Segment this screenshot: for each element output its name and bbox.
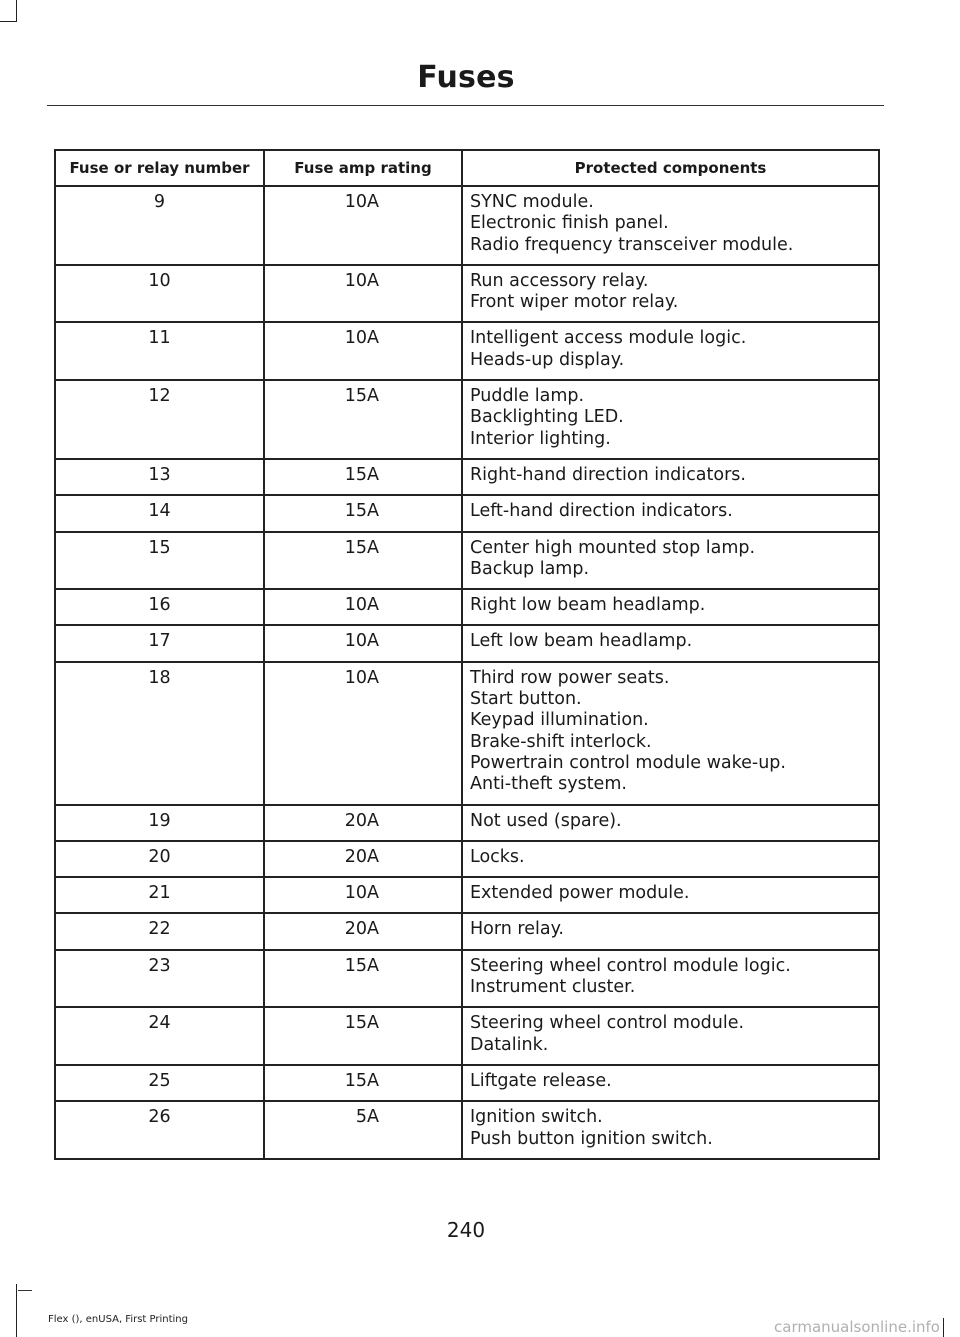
component-line: Left low beam headlamp. <box>470 631 693 652</box>
component-line: Run accessory relay. <box>470 270 649 291</box>
component-line: SYNC module. <box>470 192 594 212</box>
component-line: Electronic finish panel. <box>470 213 669 234</box>
component-line: Datalink. <box>470 1034 549 1055</box>
protected-components-cell <box>462 1007 879 1065</box>
table-row <box>55 1007 879 1065</box>
amp-rating-cell: 20A <box>264 805 462 841</box>
fuse-number-cell: 19 <box>55 805 264 841</box>
protected-components-cell <box>462 625 879 661</box>
protected-components-cell <box>462 841 879 877</box>
component-line: Start button. <box>470 689 582 710</box>
fuse-number-cell: 24 <box>55 1007 264 1065</box>
table-row <box>55 322 879 380</box>
component-line: Left-hand direction indicators. <box>470 501 733 522</box>
page-title: Fuses <box>417 60 515 95</box>
amp-rating-cell: 10A <box>264 589 462 625</box>
amp-rating-cell: 5A <box>264 1101 462 1159</box>
protected-components-cell <box>462 805 879 841</box>
crop-mark-top-left-h <box>0 21 17 22</box>
crop-mark-top-left-v <box>16 0 17 22</box>
table-row <box>55 913 879 949</box>
component-line: Locks. <box>470 846 525 867</box>
fuse-number-cell: 22 <box>55 913 264 949</box>
footer-text: Flex (), enUSA, First Printing <box>48 1314 188 1325</box>
table-body <box>55 186 879 1159</box>
fuse-number-cell: 23 <box>55 950 264 1008</box>
component-line: Radio frequency transceiver module. <box>470 234 794 255</box>
amp-rating-cell: 15A <box>264 1065 462 1101</box>
protected-components-cell <box>462 1101 879 1159</box>
title-divider <box>47 105 884 106</box>
fuse-number-cell: 16 <box>55 589 264 625</box>
amp-rating-cell: 10A <box>264 322 462 380</box>
protected-components-cell <box>462 532 879 590</box>
component-line: Heads-up display. <box>470 349 625 370</box>
fuse-number-cell: 13 <box>55 459 264 495</box>
crop-mark-bottom-left-v <box>16 1284 17 1337</box>
protected-components-cell <box>462 662 879 805</box>
fuse-number-cell: 21 <box>55 877 264 913</box>
protected-components-cell <box>462 877 879 913</box>
amp-rating-cell: 15A <box>264 380 462 459</box>
fuse-number-cell: 14 <box>55 495 264 531</box>
protected-components-cell <box>462 186 879 265</box>
amp-rating-cell: 10A <box>264 625 462 661</box>
fuse-number-cell: 25 <box>55 1065 264 1101</box>
component-line: Anti-theft system. <box>470 774 627 795</box>
fuse-table <box>54 149 880 1160</box>
amp-rating-cell: 15A <box>264 532 462 590</box>
amp-rating-cell: 10A <box>264 186 462 265</box>
table-row <box>55 625 879 661</box>
fuse-number-cell: 20 <box>55 841 264 877</box>
amp-rating-cell: 15A <box>264 950 462 1008</box>
fuse-number-cell: 17 <box>55 625 264 661</box>
component-line: Horn relay. <box>470 919 564 940</box>
component-line: Keypad illumination. <box>470 710 649 731</box>
table-row <box>55 662 879 805</box>
component-line: Right-hand direction indicators. <box>470 464 746 485</box>
table-row <box>55 532 879 590</box>
component-line: Steering wheel control module logic. <box>470 955 791 976</box>
protected-components-cell <box>462 950 879 1008</box>
watermark-text: carmanualsonline.info <box>774 1318 940 1336</box>
table-row <box>55 495 879 531</box>
component-line: Ignition switch. <box>470 1107 603 1128</box>
table-row <box>55 459 879 495</box>
component-line: Push button ignition switch. <box>470 1128 713 1149</box>
table-row <box>55 1101 879 1159</box>
component-line: Interior lighting. <box>470 428 611 449</box>
component-line: Center high mounted stop lamp. <box>470 537 756 558</box>
component-line: Brake-shift interlock. <box>470 731 652 752</box>
fuse-number-cell: 18 <box>55 662 264 805</box>
component-line: Right low beam headlamp. <box>470 595 706 616</box>
header-fuse-number: Fuse or relay number <box>55 150 264 186</box>
amp-rating-cell: 20A <box>264 841 462 877</box>
protected-components-cell <box>462 913 879 949</box>
component-line: Puddle lamp. <box>470 386 585 407</box>
fuse-number-cell: 26 <box>55 1101 264 1159</box>
footer-rule <box>18 1290 32 1291</box>
page-number: 240 <box>446 1218 486 1242</box>
protected-components-cell <box>462 265 879 323</box>
component-line: Steering wheel control module. <box>470 1013 745 1034</box>
amp-rating-cell: 10A <box>264 265 462 323</box>
component-line: Backup lamp. <box>470 558 590 579</box>
fuse-number-cell: 9 <box>55 186 264 265</box>
table-row <box>55 1065 879 1101</box>
protected-components-cell <box>462 589 879 625</box>
amp-rating-cell: 10A <box>264 877 462 913</box>
table-header-row <box>55 150 879 186</box>
amp-rating-cell: 15A <box>264 459 462 495</box>
table-row <box>55 841 879 877</box>
protected-components-cell <box>462 495 879 531</box>
component-line: Front wiper motor relay. <box>470 292 679 313</box>
protected-components-cell <box>462 459 879 495</box>
table-row <box>55 186 879 265</box>
amp-rating-cell: 20A <box>264 913 462 949</box>
table-row <box>55 805 879 841</box>
component-line: Intelligent access module logic. <box>470 328 747 349</box>
header-protected-components: Protected components <box>462 150 879 186</box>
amp-rating-cell: 10A <box>264 662 462 805</box>
component-line: Not used (spare). <box>470 810 622 831</box>
component-line: Third row power seats. <box>470 667 670 688</box>
table-row <box>55 380 879 459</box>
crop-mark-bottom-right-v <box>943 1318 944 1337</box>
fuse-number-cell: 12 <box>55 380 264 459</box>
amp-rating-cell: 15A <box>264 1007 462 1065</box>
table-row <box>55 877 879 913</box>
component-line: Instrument cluster. <box>470 977 636 998</box>
component-line: Backlighting LED. <box>470 407 624 428</box>
protected-components-cell <box>462 322 879 380</box>
fuse-number-cell: 11 <box>55 322 264 380</box>
component-line: Liftgate release. <box>470 1070 612 1091</box>
table-row <box>55 589 879 625</box>
header-amp-rating: Fuse amp rating <box>264 150 462 186</box>
component-line: Extended power module. <box>470 883 690 904</box>
table-row <box>55 265 879 323</box>
fuse-number-cell: 15 <box>55 532 264 590</box>
component-line: Powertrain control module wake-up. <box>470 752 786 773</box>
amp-rating-cell: 15A <box>264 495 462 531</box>
protected-components-cell <box>462 380 879 459</box>
table-row <box>55 950 879 1008</box>
fuse-number-cell: 10 <box>55 265 264 323</box>
protected-components-cell <box>462 1065 879 1101</box>
